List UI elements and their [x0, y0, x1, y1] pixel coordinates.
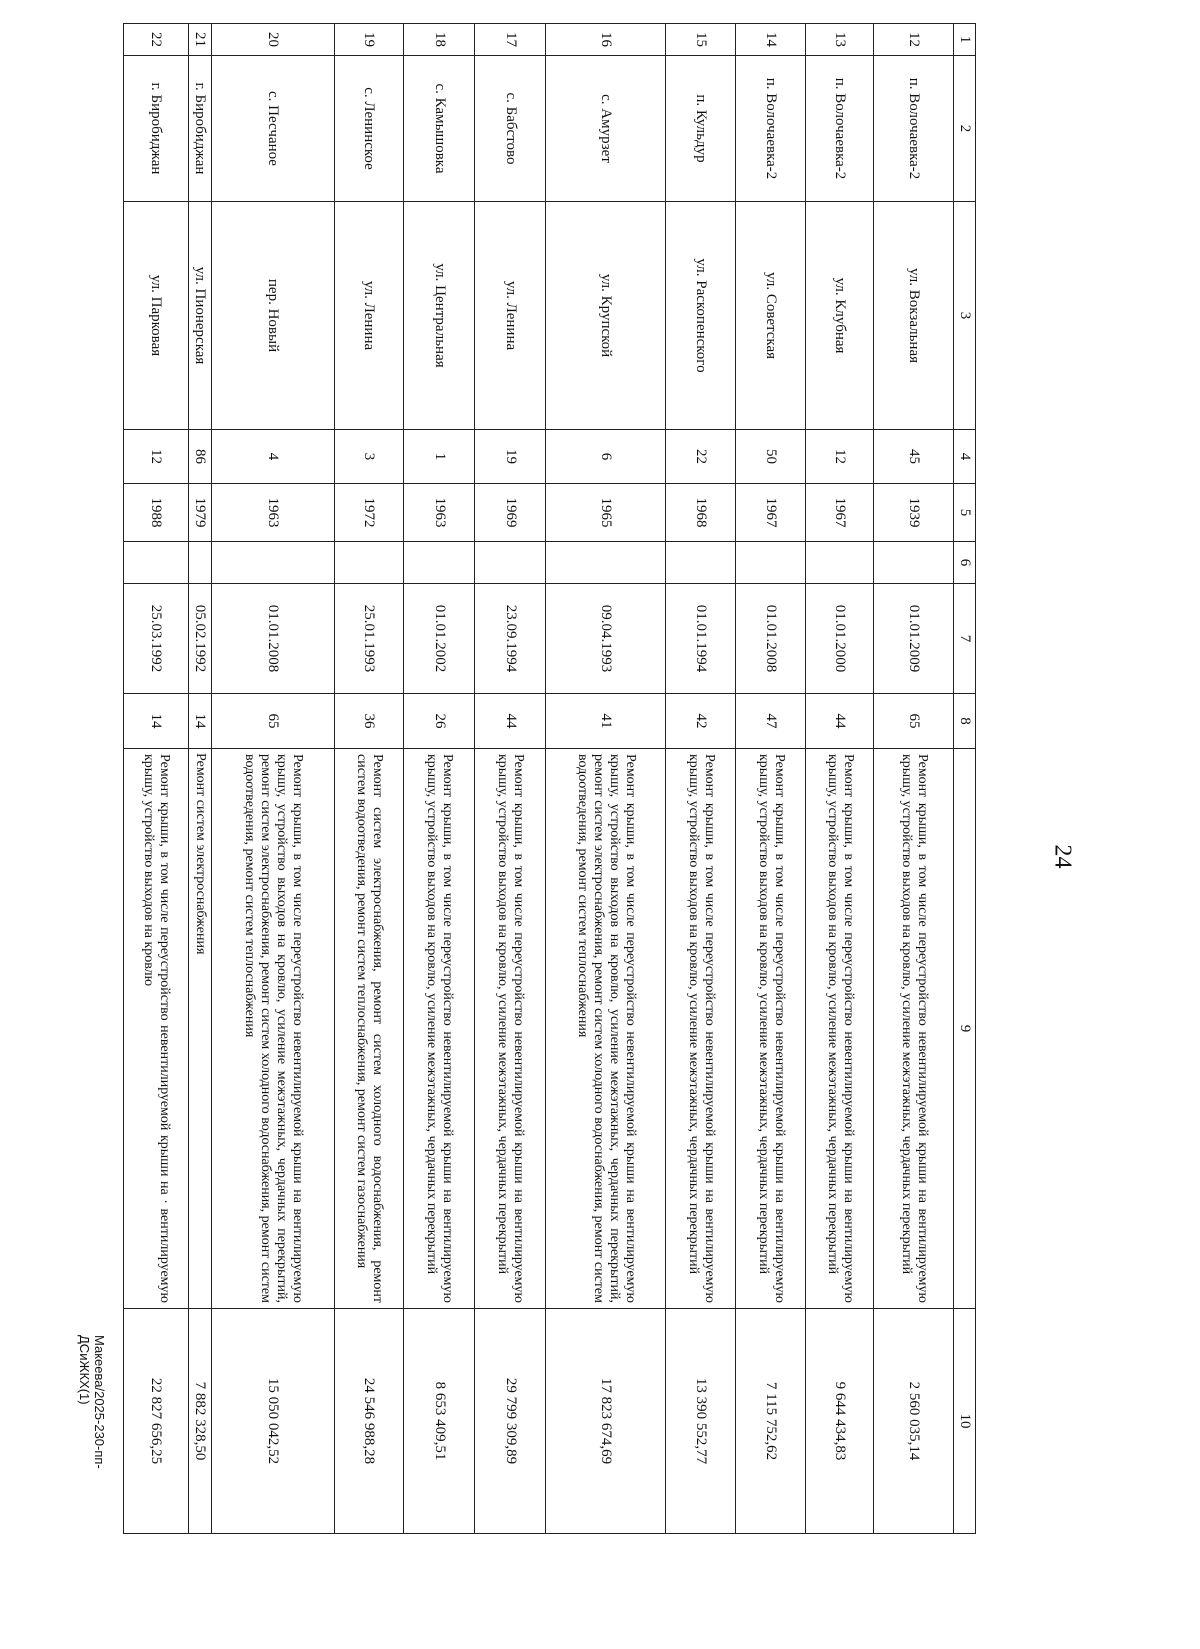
date-cell: 01.01.2008	[211, 584, 334, 694]
street-cell: ул. Крупской	[546, 202, 666, 430]
date-cell: 23.09.1994	[475, 584, 546, 694]
works-cell: Ремонт систем электроснабжения	[188, 749, 211, 1309]
house-number-cell: 12	[805, 430, 873, 484]
year-cell: 1967	[805, 484, 873, 542]
row-number: 12	[874, 24, 954, 56]
col6-cell	[666, 542, 736, 584]
table-row	[404, 24, 475, 1534]
house-number-cell: 45	[874, 430, 954, 484]
cost-cell: 29 799 309,89	[475, 1309, 546, 1534]
street-cell: ул. Ленина	[334, 202, 404, 430]
date-cell: 01.01.1994	[666, 584, 736, 694]
row-number: 16	[546, 24, 666, 56]
settlement-cell: п. Волочаевка-2	[805, 56, 873, 202]
header-row	[954, 24, 976, 1534]
col6-cell	[404, 542, 475, 584]
settlement-cell: с. Бабстово	[475, 56, 546, 202]
year-cell: 1963	[404, 484, 475, 542]
col6-cell	[188, 542, 211, 584]
settlement-cell: п. Волочаевка-2	[736, 56, 806, 202]
street-cell: ул. Пионерская	[188, 202, 211, 430]
header-cell: 2	[954, 56, 976, 202]
header-cell: 8	[954, 694, 976, 749]
row-number: 20	[211, 24, 334, 56]
housing-repair-table	[123, 23, 976, 1534]
col8-cell: 36	[334, 694, 404, 749]
year-cell: 1972	[334, 484, 404, 542]
col8-cell: 42	[666, 694, 736, 749]
works-cell: Ремонт крыши, в том числе переустройство невентилируемой крыши на вентилируемую крышу, устройство выходов на кровлю, усиление межэтажных, чердачных перекрытий	[805, 749, 873, 1309]
street-cell: пер. Новый	[211, 202, 334, 430]
street-cell: ул. Раскопенского	[666, 202, 736, 430]
cost-cell: 17 823 674,69	[546, 1309, 666, 1534]
table-row	[805, 24, 873, 1534]
year-cell: 1967	[736, 484, 806, 542]
table-row	[666, 24, 736, 1534]
document-footer-code: Макеева/2025-230-пп-ДСиЖКХ(1)	[77, 1335, 107, 1469]
works-cell: Ремонт систем электроснабжения, ремонт систем холодного водоснабжения, ремонт систем водоотведения, ремонт систем теплоснабжения, ремонт систем газоснабжения	[334, 749, 404, 1309]
year-cell: 1969	[475, 484, 546, 542]
col8-cell: 65	[874, 694, 954, 749]
col8-cell: 26	[404, 694, 475, 749]
settlement-cell: с. Камышовка	[404, 56, 475, 202]
row-number: 18	[404, 24, 475, 56]
col6-cell	[211, 542, 334, 584]
row-number: 22	[124, 24, 189, 56]
date-cell: 25.01.1993	[334, 584, 404, 694]
settlement-cell: г. Биробиджан	[188, 56, 211, 202]
header-cell: 10	[954, 1309, 976, 1534]
house-number-cell: 86	[188, 430, 211, 484]
header-cell: 4	[954, 430, 976, 484]
col6-cell	[334, 542, 404, 584]
header-cell: 6	[954, 542, 976, 584]
col8-cell: 41	[546, 694, 666, 749]
col6-cell	[124, 542, 189, 584]
table-row	[334, 24, 404, 1534]
cost-cell: 13 390 552,77	[666, 1309, 736, 1534]
date-cell: 09.04.1993	[546, 584, 666, 694]
works-cell: Ремонт крыши, в том числе переустройство невентилируемой крыши на вентилируемую крышу, устройство выходов на кровлю, усиление межэтажных, чердачных перекрытий	[666, 749, 736, 1309]
year-cell: 1939	[874, 484, 954, 542]
street-cell: ул. Центральная	[404, 202, 475, 430]
row-number: 17	[475, 24, 546, 56]
row-number: 21	[188, 24, 211, 56]
street-cell: ул. Ленина	[475, 202, 546, 430]
col6-cell	[736, 542, 806, 584]
cost-cell: 8 653 409,51	[404, 1309, 475, 1534]
date-cell: 01.01.2002	[404, 584, 475, 694]
table-row	[736, 24, 806, 1534]
house-number-cell: 50	[736, 430, 806, 484]
table-row	[874, 24, 954, 1534]
works-cell: Ремонт крыши, в том числе переустройство невентилируемой крыши на вентилируемую крышу, устройство выходов на кровлю, усиление межэтажных, чердачных перекрытий	[404, 749, 475, 1309]
row-number: 19	[334, 24, 404, 56]
date-cell: 25.03.1992	[124, 584, 189, 694]
house-number-cell: 3	[334, 430, 404, 484]
row-number: 15	[666, 24, 736, 56]
table-row	[475, 24, 546, 1534]
header-cell: 1	[954, 24, 976, 56]
year-cell: 1968	[666, 484, 736, 542]
works-cell: Ремонт крыши, в том числе переустройство невентилируемой крыши на вентилируемую крышу, устройство выходов на кровлю, усиление межэтажных, чердачных перекрытий	[874, 749, 954, 1309]
works-cell: Ремонт крыши, в том числе переустройство невентилируемой крыши на вентилируемую крышу, устройство выходов на кровлю, усиление межэтажных, чердачных перекрытий, ремонт систем электроснабжения, ремонт систем холодного водоснабжения, ремонт систем водоотведения, ремонт систем теплоснабжения	[211, 749, 334, 1309]
col8-cell: 47	[736, 694, 806, 749]
year-cell: 1965	[546, 484, 666, 542]
date-cell: 01.01.2009	[874, 584, 954, 694]
street-cell: ул. Парковая	[124, 202, 189, 430]
cost-cell: 9 644 434,83	[805, 1309, 873, 1534]
table-row	[546, 24, 666, 1534]
date-cell: 01.01.2000	[805, 584, 873, 694]
year-cell: 1988	[124, 484, 189, 542]
header-cell: 9	[954, 749, 976, 1309]
table-row	[211, 24, 334, 1534]
house-number-cell: 22	[666, 430, 736, 484]
col6-cell	[475, 542, 546, 584]
house-number-cell: 4	[211, 430, 334, 484]
works-cell: Ремонт крыши, в том числе переустройство невентилируемой крыши на вентилируемую крышу, устройство выходов на кровлю, усиление межэтажных, чердачных перекрытий, ремонт систем электроснабжения, ремонт систем холодного водоснабжения, ремонт систем водоотведения, ремонт систем теплоснабжения	[546, 749, 666, 1309]
year-cell: 1963	[211, 484, 334, 542]
cost-cell: 22 827 656,25	[124, 1309, 189, 1534]
street-cell: ул. Клубная	[805, 202, 873, 430]
header-cell: 3	[954, 202, 976, 430]
cost-cell: 15 050 042,52	[211, 1309, 334, 1534]
works-cell: Ремонт крыши, в том числе переустройство невентилируемой крыши на вентилируемую крышу, устройство выходов на кровлю, усиление межэтажных, чердачных перекрытий	[475, 749, 546, 1309]
row-number: 13	[805, 24, 873, 56]
street-cell: ул. Советская	[736, 202, 806, 430]
col8-cell: 44	[805, 694, 873, 749]
settlement-cell: п. Волочаевка-2	[874, 56, 954, 202]
street-cell: ул. Вокзальная	[874, 202, 954, 430]
page-number: 24	[1049, 844, 1076, 869]
col8-cell: 14	[124, 694, 189, 749]
settlement-cell: г. Биробиджан	[124, 56, 189, 202]
document-table-container	[123, 23, 976, 1533]
works-cell: Ремонт крыши, в том числе переустройство невентилируемой крыши на · вентилируемую крышу, устройство выходов на кровлю	[124, 749, 189, 1309]
table-row	[188, 24, 211, 1534]
works-cell: Ремонт крыши, в том числе переустройство невентилируемой крыши на вентилируемую крышу, устройство выходов на кровлю, усиление межэтажных, чердачных перекрытий	[736, 749, 806, 1309]
col8-cell: 14	[188, 694, 211, 749]
col8-cell: 44	[475, 694, 546, 749]
year-cell: 1979	[188, 484, 211, 542]
col6-cell	[874, 542, 954, 584]
cost-cell: 24 546 988,28	[334, 1309, 404, 1534]
header-cell: 7	[954, 584, 976, 694]
cost-cell: 7 115 752,62	[736, 1309, 806, 1534]
cost-cell: 2 560 035,14	[874, 1309, 954, 1534]
settlement-cell: с. Песчаное	[211, 56, 334, 202]
house-number-cell: 19	[475, 430, 546, 484]
col8-cell: 65	[211, 694, 334, 749]
house-number-cell: 12	[124, 430, 189, 484]
settlement-cell: с. Ленинское	[334, 56, 404, 202]
col6-cell	[805, 542, 873, 584]
settlement-cell: п. Кульдур	[666, 56, 736, 202]
settlement-cell: с. Амурзет	[546, 56, 666, 202]
row-number: 14	[736, 24, 806, 56]
header-cell: 5	[954, 484, 976, 542]
date-cell: 05.02.1992	[188, 584, 211, 694]
house-number-cell: 1	[404, 430, 475, 484]
table-row	[124, 24, 189, 1534]
cost-cell: 7 882 328,50	[188, 1309, 211, 1534]
col6-cell	[546, 542, 666, 584]
date-cell: 01.01.2008	[736, 584, 806, 694]
house-number-cell: 6	[546, 430, 666, 484]
